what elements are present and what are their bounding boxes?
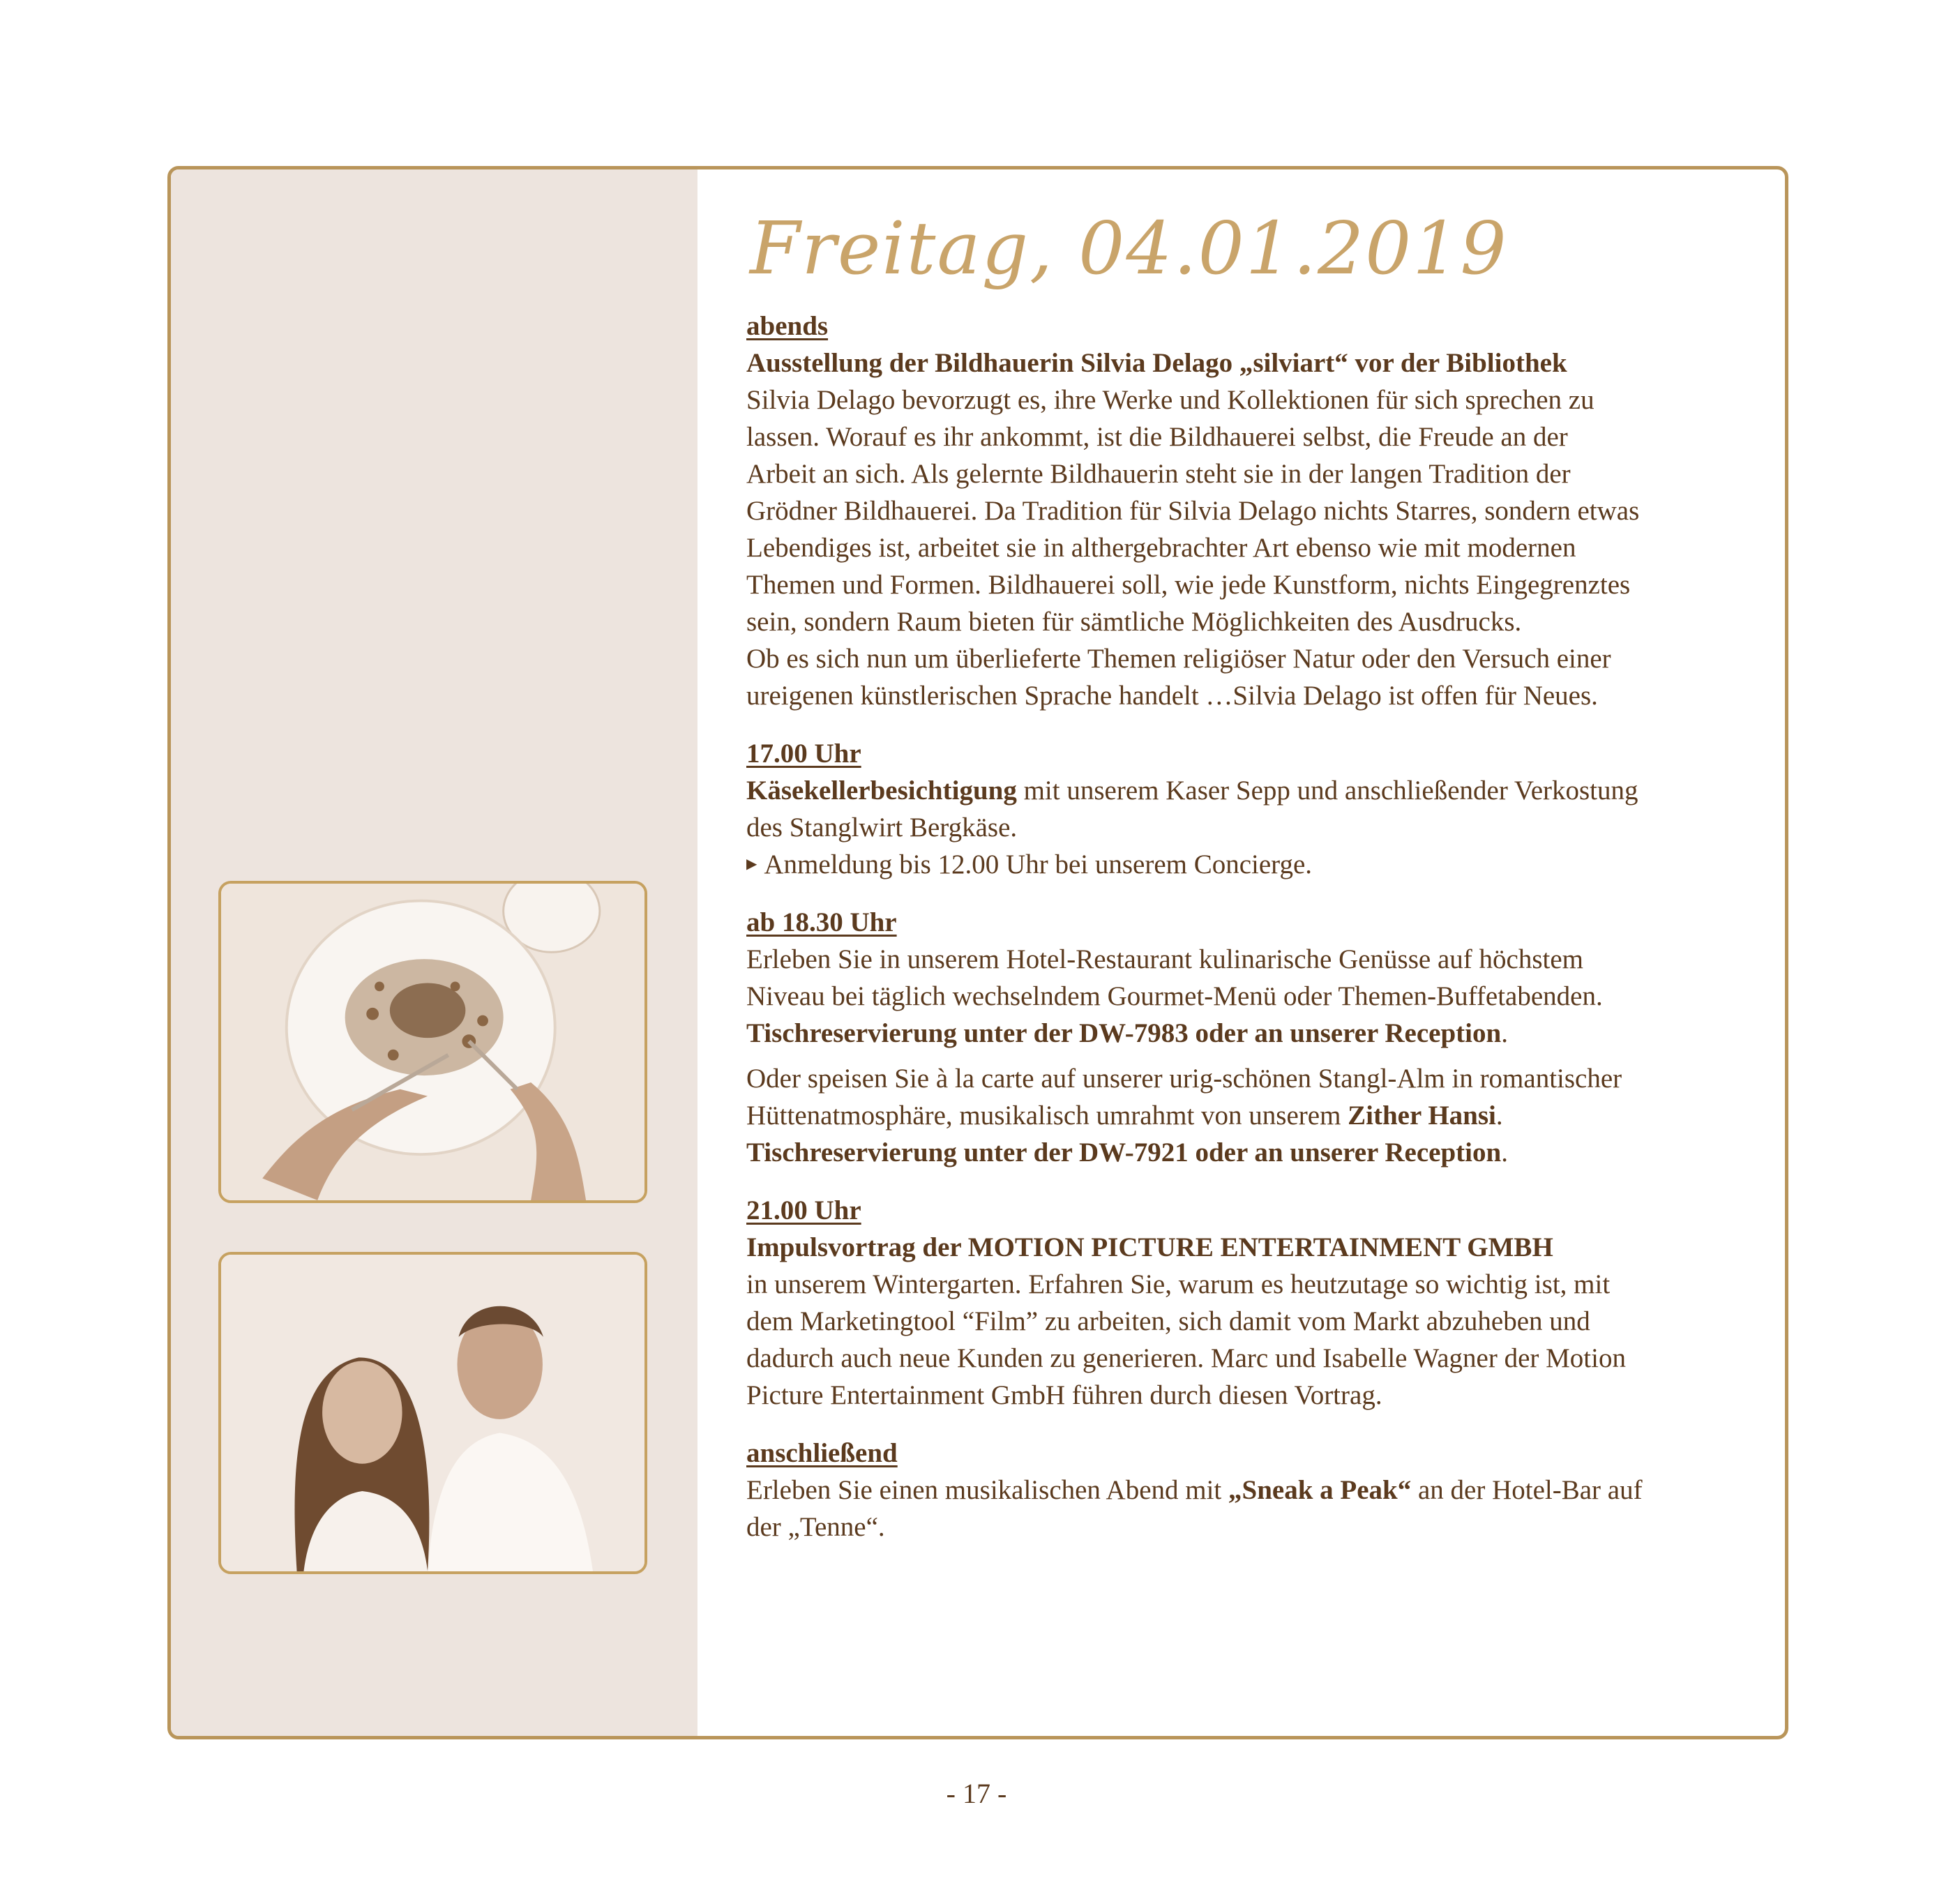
text-fragment: .	[1501, 1018, 1508, 1048]
reservation-info: Tischreservierung unter der DW-7983 oder an unserer Reception	[746, 1018, 1502, 1048]
event-time: ab 18.30 Uhr	[746, 907, 897, 937]
dinner-photo	[218, 881, 647, 1203]
text-fragment: Hüttenatmosphäre, musikalisch umrahmt von unserem	[746, 1101, 1348, 1131]
text-fragment: Erleben Sie einen musikalischen Abend mit	[746, 1475, 1229, 1505]
text-line: in unserem Wintergarten. Erfahren Sie, warum es heutzutage so wichtig ist, mit	[746, 1269, 1611, 1299]
text-line: Arbeit an sich. Als gelernte Bildhauerin steht sie in der langen Tradition der	[746, 459, 1571, 489]
event-list	[746, 308, 1737, 1566]
arrow-right-icon: ▶	[746, 856, 757, 872]
event-heading: Käsekellerbesichtigung	[746, 776, 1017, 806]
program-frame	[167, 166, 1788, 1739]
sidebar-panel	[171, 169, 698, 1736]
event-heading: Impulsvortrag der MOTION PICTURE ENTERTAINMENT GMBH	[746, 1232, 1553, 1262]
text-line: des Stanglwirt Bergkäse.	[746, 813, 1018, 843]
event-time: 21.00 Uhr	[746, 1195, 861, 1225]
text-line: Lebendiges ist, arbeitet sie in althergebrachter Art ebenso wie mit modernen	[746, 533, 1576, 563]
text-fragment: mit unserem Kaser Sepp und anschließender Verkostung	[1016, 776, 1638, 806]
band-name: „Sneak a Peak“	[1228, 1475, 1412, 1505]
text-fragment: an der Hotel-Bar auf	[1411, 1475, 1643, 1505]
text-line: Silvia Delago bevorzugt es, ihre Werke und Kollektionen für sich sprechen zu	[746, 385, 1594, 415]
text-line: der „Tenne“.	[746, 1512, 885, 1542]
text-line: Ob es sich nun um überlieferte Themen religiöser Natur oder den Versuch einer	[746, 644, 1611, 674]
text-fragment: .	[1501, 1138, 1508, 1168]
event-heading: Ausstellung der Bildhauerin Silvia Delago „silviart“ vor der Bibliothek	[746, 348, 1567, 378]
text-line	[746, 772, 1737, 809]
note-text: Anmeldung bis 12.00 Uhr bei unserem Concierge.	[764, 849, 1313, 879]
text-line: Oder speisen Sie à la carte auf unserer urig-schönen Stangl-Alm in romantischer	[746, 1064, 1622, 1094]
page-number: - 17 -	[946, 1778, 1007, 1809]
plated-dish-image	[221, 884, 644, 1200]
text-line: sein, sondern Raum bieten für sämtliche Möglichkeiten des Ausdrucks.	[746, 607, 1522, 637]
text-line	[746, 1134, 1737, 1171]
text-line: Grödner Bildhauerei. Da Tradition für Silvia Delago nichts Starres, sondern etwas	[746, 496, 1640, 526]
text-line: dem Marketingtool “Film” zu arbeiten, sich damit vom Markt abzuheben und	[746, 1306, 1590, 1336]
text-line: Picture Entertainment GmbH führen durch diesen Vortrag.	[746, 1380, 1382, 1410]
event-dinner	[746, 904, 1737, 1171]
performer-name: Zither Hansi	[1348, 1101, 1496, 1131]
text-line	[746, 1015, 1737, 1052]
event-cheese-cellar	[746, 735, 1737, 883]
text-line: Themen und Formen. Bildhauerei soll, wie jede Kunstform, nichts Eingegrenztes	[746, 570, 1631, 600]
text-line: lassen. Worauf es ihr ankommt, ist die Bildhauerei selbst, die Freude an der	[746, 422, 1568, 452]
reservation-info: Tischreservierung unter der DW-7921 oder an unserer Reception	[746, 1138, 1502, 1168]
couple-photo	[218, 1252, 647, 1574]
text-line: Erleben Sie in unserem Hotel-Restaurant kulinarische Genüsse auf höchstem	[746, 944, 1583, 974]
text-line	[746, 1097, 1737, 1134]
event-time: anschließend	[746, 1438, 898, 1468]
text-line: ureigenen künstlerischen Sprache handelt …Silvia Delago ist offen für Neues.	[746, 681, 1598, 711]
registration-note	[746, 846, 1737, 883]
text-fragment: .	[1495, 1101, 1503, 1131]
couple-portrait-image	[221, 1255, 644, 1571]
text-line: dadurch auch neue Kunden zu generieren. Marc und Isabelle Wagner der Motion	[746, 1343, 1626, 1373]
text-line: Niveau bei täglich wechselndem Gourmet-Menü oder Themen-Buffetabenden.	[746, 981, 1603, 1011]
page-title: Freitag, 04.01.2019	[750, 206, 1508, 291]
text-line	[746, 1472, 1737, 1509]
event-afterwards	[746, 1435, 1737, 1546]
event-time: 17.00 Uhr	[746, 739, 861, 769]
event-abends	[746, 308, 1737, 714]
event-talk	[746, 1192, 1737, 1414]
event-time: abends	[746, 311, 829, 341]
